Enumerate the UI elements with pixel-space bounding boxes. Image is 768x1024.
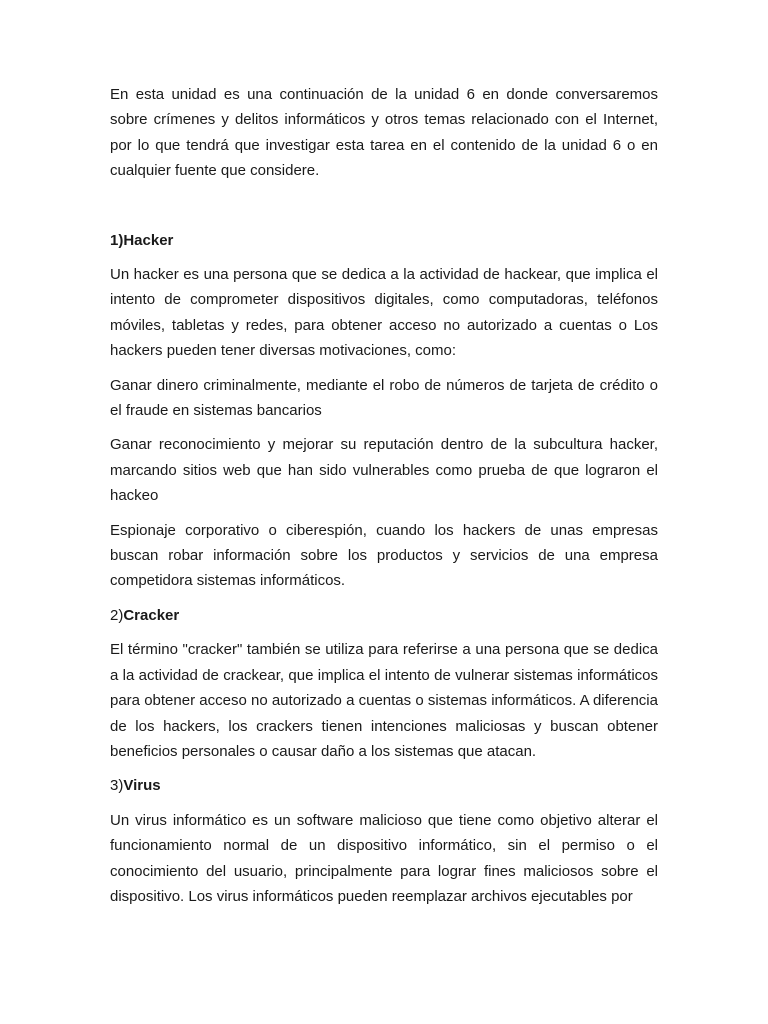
section-paragraph: Ganar reconocimiento y mejorar su reputación dentro de la subcultura hacker, marcando sitios web que han sido vulnerables como prueba de que lograron el hackeo: [110, 436, 658, 505]
section-virus: [110, 773, 658, 909]
section-number: 2): [110, 606, 124, 624]
section-cracker: [110, 603, 658, 764]
section-paragraph: Un hacker es una persona que se dedica a la actividad de hackear, que implica el intento de comprometer dispositivos digitales, como computadoras, teléfonos móviles, tabletas y redes, para obtener acceso no autorizado a cuentas o Los hackers pueden tener diversas motivaciones, como:: [110, 266, 658, 360]
document-page: [110, 82, 658, 918]
section-paragraph: Espionaje corporativo o ciberespión, cuando los hackers de unas empresas buscan robar información sobre los productos y servicios de una empresa competidora sistemas informáticos.: [110, 521, 658, 590]
section-hacker: [110, 228, 658, 594]
section-title: Hacker: [123, 231, 174, 249]
section-heading: [110, 773, 658, 798]
section-title: Cracker: [123, 606, 180, 624]
section-paragraph: Un virus informático es un software malicioso que tiene como objetivo alterar el funcionamiento normal de un dispositivo informático, sin el permiso o el conocimiento del usuario, principalmente para lograr fines maliciosos sobre el dispositivo. Los virus informáticos pueden reemplazar archivos ejecutables por: [110, 811, 658, 905]
section-heading: [110, 228, 658, 253]
section-paragraph: El término "cracker" también se utiliza para referirse a una persona que se dedica a la actividad de crackear, que implica el intento de vulnerar sistemas informáticos para obtener acceso no autorizado a cuentas o sistemas informáticos. A diferencia de los hackers, los crackers tienen intenciones maliciosas y buscan obtener beneficios personales o causar daño a los sistemas que atacan.: [110, 641, 658, 760]
section-title: Virus: [123, 777, 161, 795]
intro-paragraph: En esta unidad es una continuación de la unidad 6 en donde conversaremos sobre crímenes y delitos informáticos y otros temas relacionado con el Internet, por lo que tendrá que investigar esta tarea en el contenido de la unidad 6 o en cualquier fuente que considere.: [110, 86, 658, 180]
section-paragraph: Ganar dinero criminalmente, mediante el robo de números de tarjeta de crédito o el fraude en sistemas bancarios: [110, 376, 658, 420]
section-number: 3): [110, 777, 124, 795]
section-number: 1): [110, 231, 124, 249]
section-heading: [110, 603, 658, 628]
